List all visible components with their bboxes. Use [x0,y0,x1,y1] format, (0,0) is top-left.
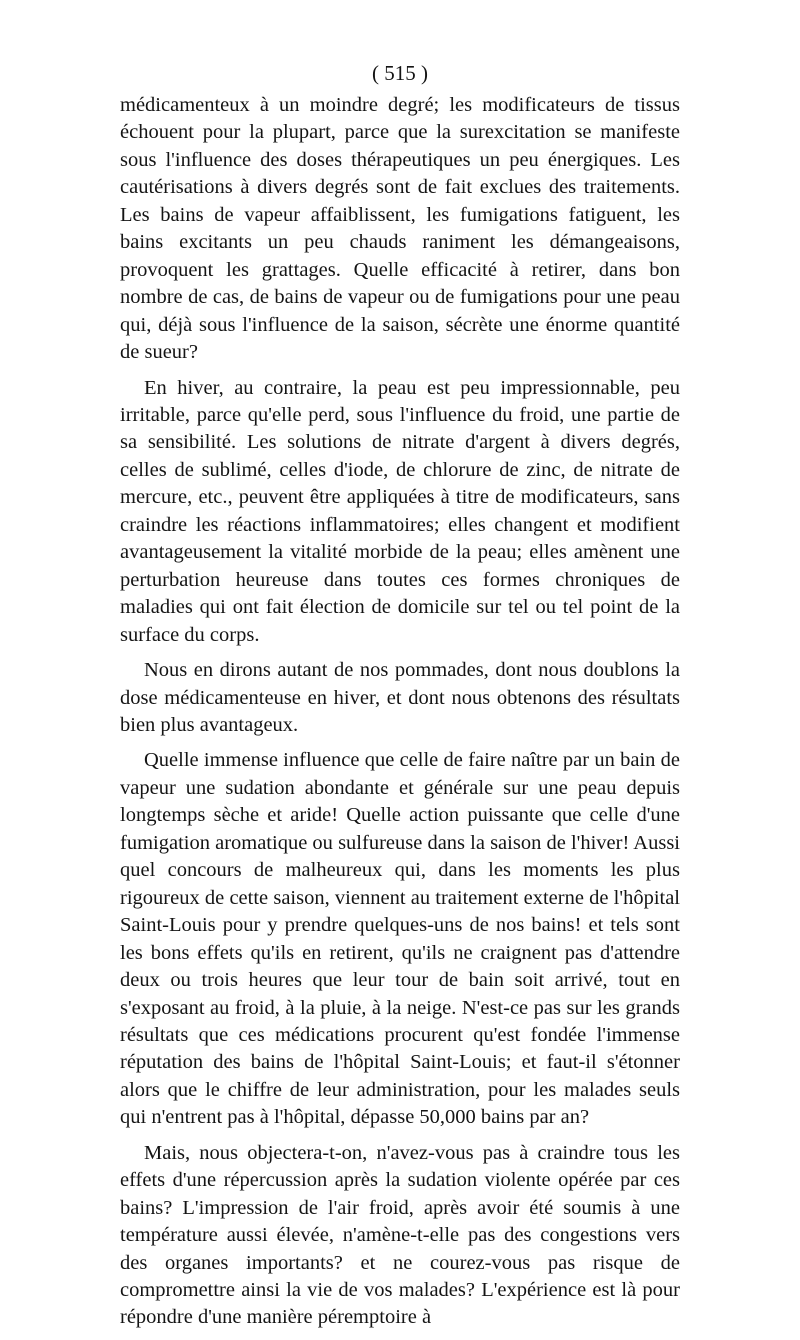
book-page [120,58,680,1340]
paragraph-5: Mais, nous objectera-t-on, n'avez-vous pas à craindre tous les effets d'une répercussion après la sudation violente opérée par ces bains? L'impression de l'air froid, après avoir été soumis à une température aussi élevée, n'amène-t-elle pas des congestions vers des organes importants? et ne courez-vous pas risque de compromettre ainsi la vie de vos malades? L'expérience est là pour répondre d'une manière péremptoire à [120,1141,680,1329]
paragraph-3: Nous en dirons autant de nos pommades, dont nous doublons la dose médicamenteuse en hiver, et dont nous obtenons des résultats bien plus avantageux. [120,659,680,736]
page-number: ( 515 ) [372,61,428,85]
body-text [120,92,680,1332]
paragraph-2: En hiver, au contraire, la peau est peu impressionnable, peu irritable, parce qu'elle perd, sous l'influence du froid, une partie de sa sensibilité. Les solutions de nitrate d'argent à divers degrés, celles de sublimé, celles d'iode, de chlorure de zinc, de nitrate de mercure, etc., peuvent être appliquées à titre de modificateurs, sans craindre les réactions inflammatoires; elles changent et modifient avantageusement la vitalité morbide de la peau; elles amènent une perturbation heureuse dans toutes ces formes chroniques de maladies qui ont fait élection de domicile sur tel ou tel point de la surface du corps. [120,376,680,646]
paragraph-4: Quelle immense influence que celle de faire naître par un bain de vapeur une sudation abondante et générale sur une peau depuis longtemps sèche et aride! Quelle action puissante que celle d'une fumigation aromatique ou sulfureuse dans la saison de l'hiver! Aussi quel concours de malheureux qui, dans les moments les plus rigoureux de cette saison, viennent au traitement externe de l'hôpital Saint-Louis pour y prendre quelques-uns de nos bains! et tels sont les bons effets qu'ils en retirent, qu'ils ne craignent pas d'attendre deux ou trois heures que leur tour de bain soit arrivé, tout en s'exposant au froid, à la pluie, à la neige. N'est-ce pas sur les grands résultats que ces médications procurent qu'est fondée l'immense réputation des bains de l'hôpital Saint-Louis; et faut-il s'étonner alors que le chiffre de leur administration, pour les malades seuls qui n'entrent pas à l'hôpital, dépasse 50,000 bains par an? [120,749,680,1129]
paragraph-1: médicamenteux à un moindre degré; les modificateurs de tissus échouent pour la plupart, parce que la surexcitation se manifeste sous l'influence des doses thérapeutiques un peu énergiques. Les cautérisations à divers degrés sont de fait exclues des traitements. Les bains de vapeur affaiblissent, les fumigations fatiguent, les bains excitants un peu chauds raniment les démangeaisons, provoquent les grattages. Quelle efficacité à retirer, dans bon nombre de cas, de bains de vapeur ou de fumigations pour une peau qui, déjà sous l'influence de la saison, sécrète une énorme quantité de sueur? [120,94,680,364]
